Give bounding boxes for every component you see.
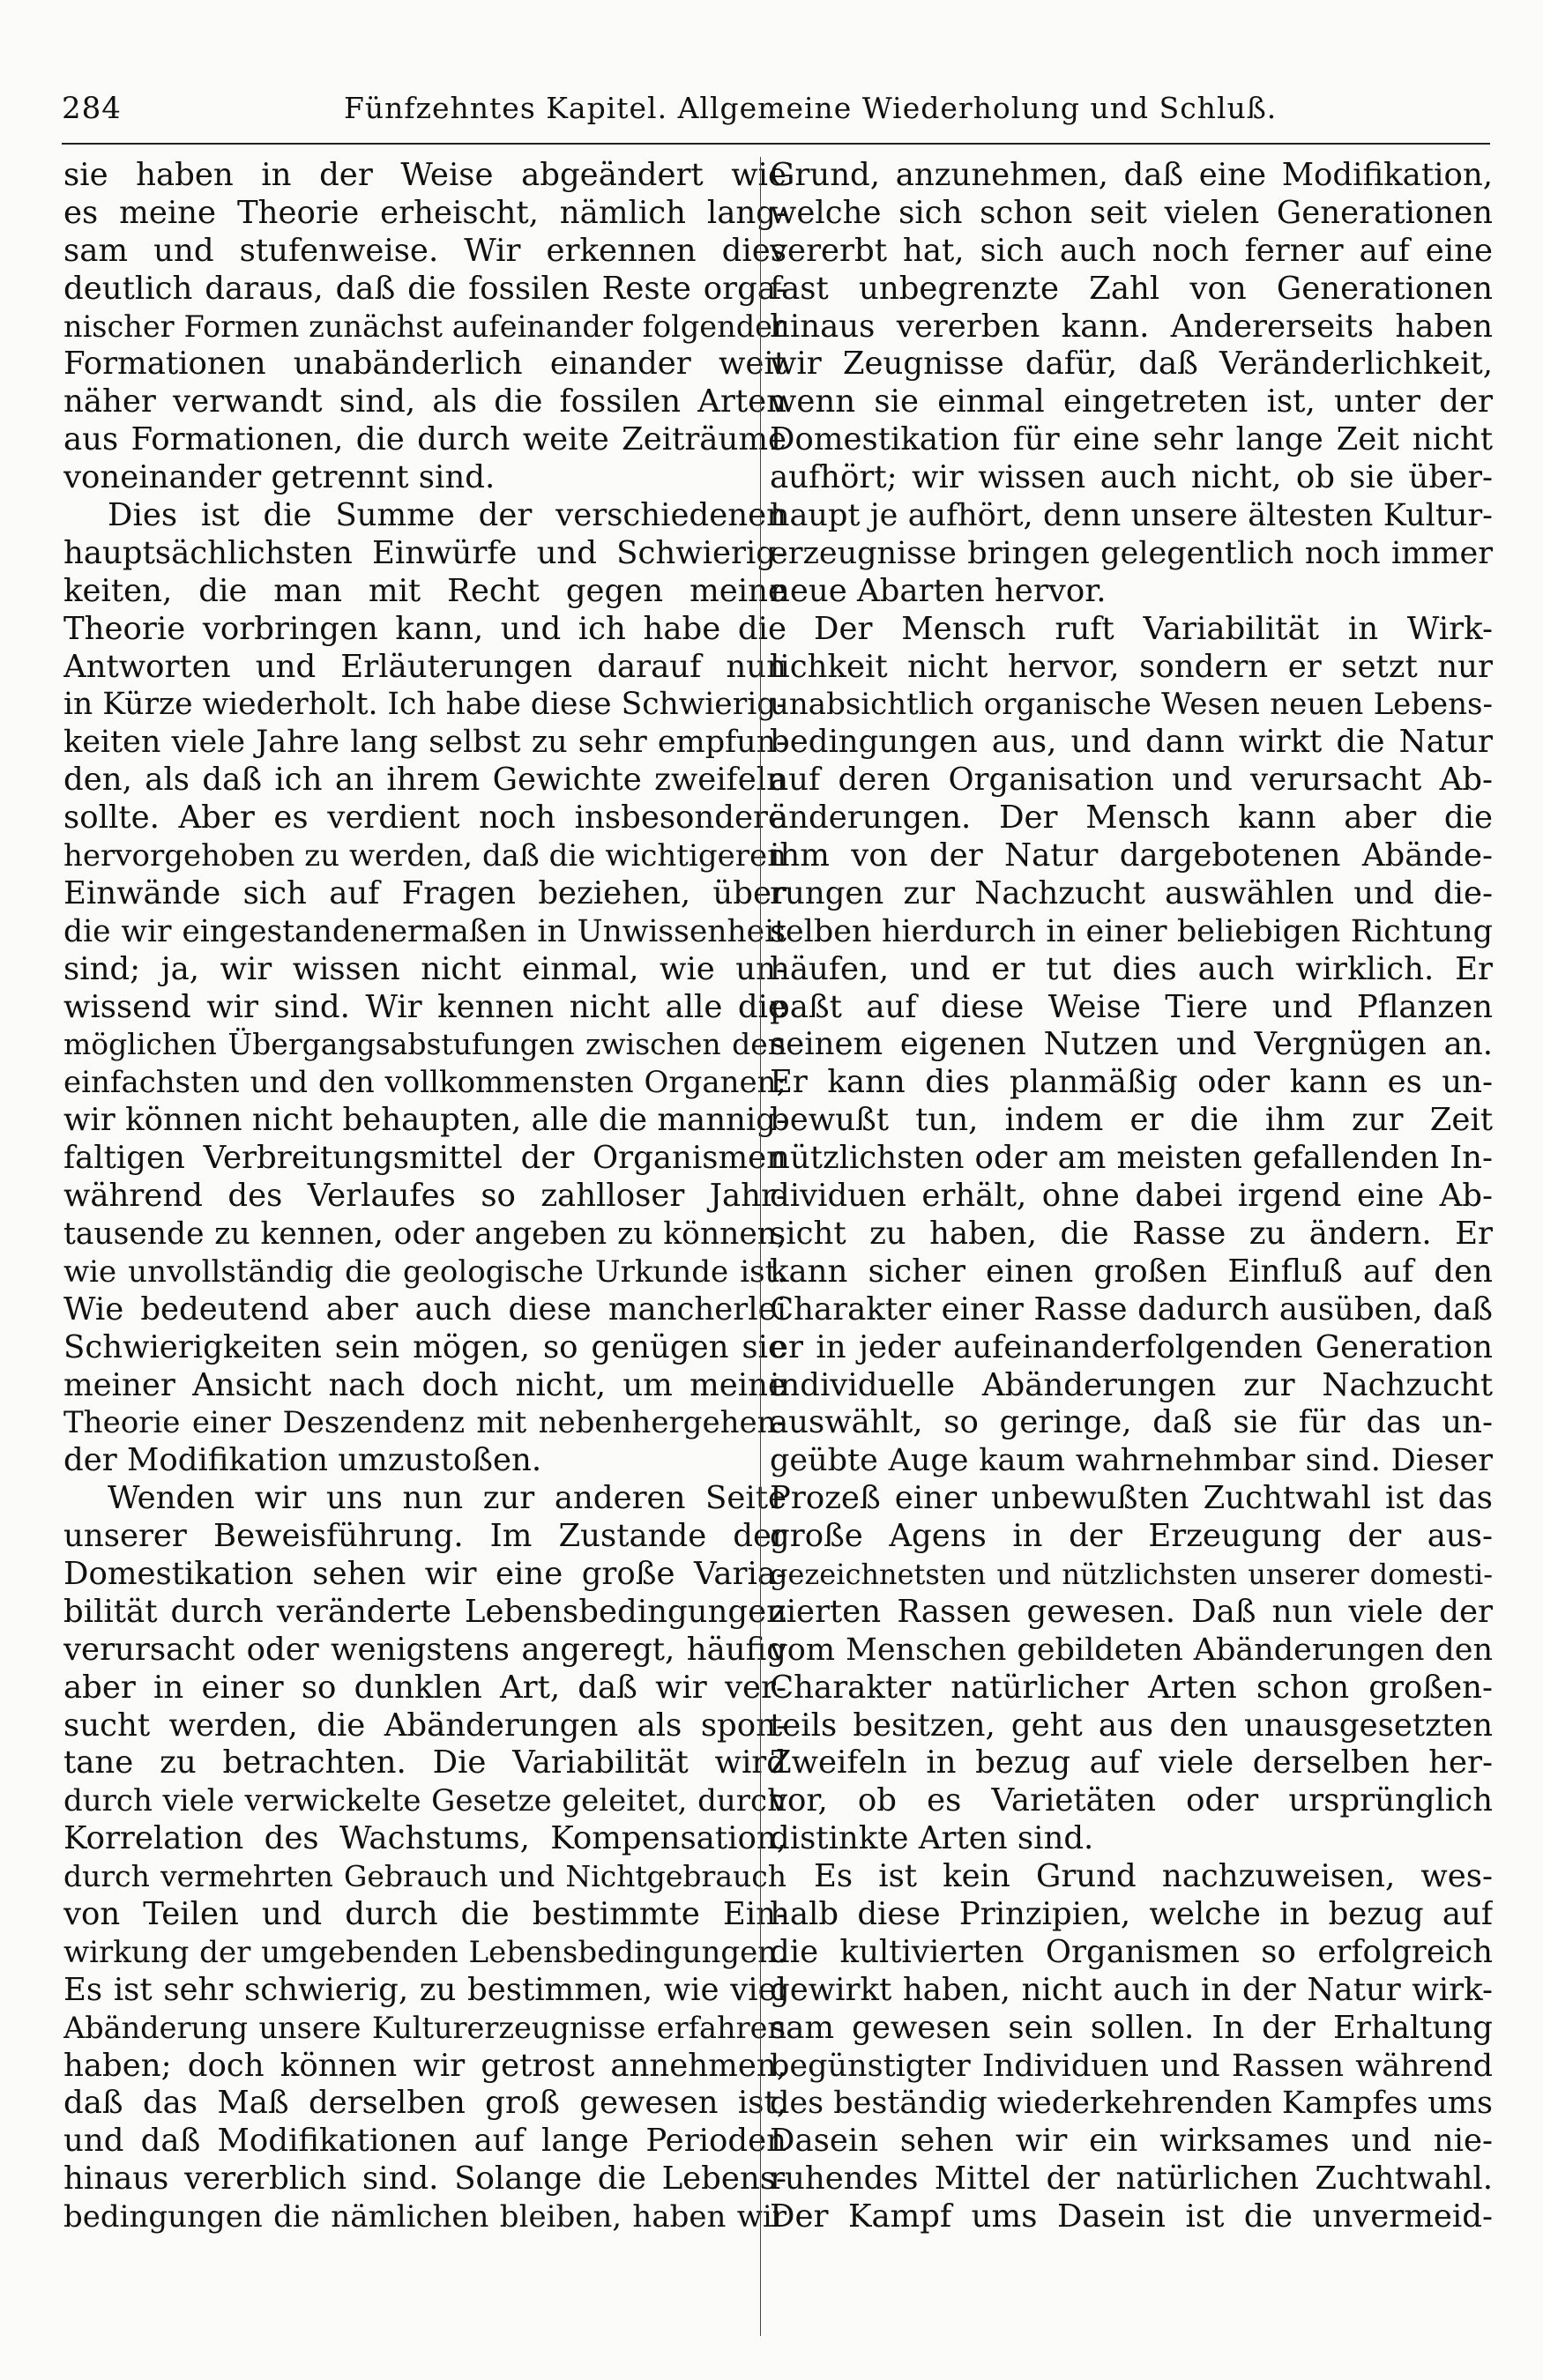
text-line: Charakter einer Rasse dadurch ausüben, daß <box>770 1290 1493 1328</box>
text-line: haupt je aufhört, denn unsere ältesten Kultur- <box>770 498 1493 534</box>
header-rule <box>62 143 1490 145</box>
text-line: möglichen Übergangsabstufungen zwischen den <box>63 1027 786 1062</box>
text-line: kann sicher einen großen Einfluß auf den <box>770 1253 1493 1290</box>
text-line: nützlichsten oder am meisten gefallenden In- <box>770 1140 1493 1177</box>
text-line: distinkte Arten sind. <box>770 1820 1094 1857</box>
text-line: einfachsten und den vollkommensten Organen; <box>63 1065 786 1101</box>
text-line: Antworten und Erläuterungen darauf nun <box>63 648 786 685</box>
text-line: in Kürze wiederholt. Ich habe diese Schwierig- <box>63 687 786 723</box>
text-line: aus Formationen, die durch weite Zeiträume <box>63 421 786 458</box>
text-line: welche sich schon seit vielen Generationen <box>770 194 1493 231</box>
text-line: sicht zu haben, die Rasse zu ändern. Er <box>770 1215 1493 1252</box>
text-line: vom Menschen gebildeten Abänderungen den <box>770 1632 1493 1668</box>
text-line: Der Kampf ums Dasein ist die unvermeid- <box>770 2198 1493 2235</box>
text-line: individuelle Abänderungen zur Nachzucht <box>770 1366 1493 1403</box>
text-line: deutlich daraus, daß die fossilen Reste orga- <box>63 270 786 307</box>
text-line: begünstigter Individuen und Rassen während <box>770 2048 1493 2084</box>
text-line: er in jeder aufeinanderfolgenden Generation <box>770 1328 1493 1365</box>
text-line: sie haben in der Weise abgeändert wie <box>63 157 786 193</box>
text-line: unserer Beweisführung. Im Zustande der <box>63 1518 786 1555</box>
text-line: während des Verlaufes so zahlloser Jahr- <box>63 1178 786 1215</box>
text-line: und daß Modifikationen auf lange Perioden <box>63 2123 786 2160</box>
text-line: wir können nicht behaupten, alle die mannig- <box>63 1102 786 1139</box>
text-line: die wir eingestandenermaßen in Unwissenheit <box>63 913 786 949</box>
text-line: voneinander getrennt sind. <box>63 459 496 496</box>
text-line: nischer Formen zunächst aufeinander folgender <box>63 309 786 344</box>
text-line: Wie bedeutend aber auch diese mancherlei <box>63 1290 786 1328</box>
column-divider <box>760 157 761 2336</box>
text-line: sam gewesen sein sollen. In der Erhaltung <box>770 2009 1493 2046</box>
left-column <box>63 157 786 2236</box>
text-line: Charakter natürlicher Arten schon großen- <box>770 1669 1493 1706</box>
text-line: hinaus vererben kann. Andererseits haben <box>770 308 1493 345</box>
text-line: keiten viele Jahre lang selbst zu sehr empfun- <box>63 725 786 761</box>
text-line: seinem eigenen Nutzen und Vergnügen an. <box>770 1026 1493 1063</box>
text-line: dividuen erhält, ohne dabei irgend eine Ab- <box>770 1178 1493 1215</box>
text-line: es meine Theorie erheischt, nämlich lang- <box>63 194 786 231</box>
text-line: Es ist kein Grund nachzuweisen, wes- <box>814 1858 1493 1895</box>
text-line: die kultivierten Organismen so erfolgreich <box>770 1933 1493 1970</box>
text-line: bedingungen aus, und dann wirkt die Natur <box>770 724 1493 761</box>
text-line: rungen zur Nachzucht auswählen und die- <box>770 874 1493 911</box>
text-line: aufhört; wir wissen auch nicht, ob sie über- <box>770 459 1493 496</box>
text-line: vor, ob es Varietäten oder ursprünglich <box>770 1782 1493 1819</box>
text-line: hinaus vererblich sind. Solange die Lebens- <box>63 2161 786 2198</box>
text-line: Es ist sehr schwierig, zu bestimmen, wie viel <box>63 1971 786 2008</box>
text-line: der Modifikation umzustoßen. <box>63 1442 542 1479</box>
text-line: bewußt tun, indem er die ihm zur Zeit <box>770 1102 1493 1139</box>
text-line: unabsichtlich organische Wesen neuen Lebens- <box>770 687 1493 723</box>
text-line: haben; doch können wir getrost annehmen, <box>63 2047 786 2084</box>
running-head: Fünfzehntes Kapitel. Allgemeine Wiederholung und Schluß. <box>344 91 1278 125</box>
page-header <box>62 86 1490 139</box>
text-line: aber in einer so dunklen Art, daß wir ver- <box>63 1669 786 1706</box>
text-line: Er kann dies planmäßig oder kann es un- <box>770 1064 1493 1101</box>
text-line: ruhendes Mittel der natürlichen Zuchtwahl. <box>770 2161 1493 2198</box>
text-line: erzeugnisse bringen gelegentlich noch immer <box>770 535 1493 571</box>
text-line: Prozeß einer unbewußten Zuchtwahl ist das <box>770 1480 1493 1517</box>
text-line: des beständig wiederkehrenden Kampfes ums <box>770 2086 1493 2122</box>
text-line: sollte. Aber es verdient noch insbesondere <box>63 800 786 837</box>
text-line: durch vermehrten Gebrauch und Nichtgebrauch <box>63 1859 786 1894</box>
text-line: wenn sie einmal eingetreten ist, unter der <box>770 383 1493 420</box>
text-line: Einwände sich auf Fragen beziehen, über <box>63 874 786 911</box>
text-line: lichkeit nicht hervor, sondern er setzt nur <box>770 648 1493 685</box>
text-line: hauptsächlichsten Einwürfe und Schwierig- <box>63 534 786 571</box>
text-line: von Teilen und durch die bestimmte Ein- <box>63 1895 786 1932</box>
text-line: geübte Auge kaum wahrnehmbar sind. Dieser <box>770 1443 1493 1479</box>
text-line: tane zu betrachten. Die Variabilität wird <box>63 1744 786 1781</box>
text-line: Domestikation sehen wir eine große Varia- <box>63 1555 786 1592</box>
text-line: ihm von der Natur dargebotenen Abände- <box>770 837 1493 874</box>
text-line: wir Zeugnisse dafür, daß Veränderlichkeit, <box>770 346 1493 383</box>
text-line: verursacht oder wenigstens angeregt, häufig <box>63 1631 786 1668</box>
text-line: Wenden wir uns nun zur anderen Seite <box>108 1480 786 1517</box>
text-line: tausende zu kennen, oder angeben zu können, <box>63 1216 786 1252</box>
text-line: gezeichnetsten und nützlichsten unserer domesti- <box>770 1557 1493 1591</box>
text-line: keiten, die man mit Recht gegen meine <box>63 572 786 609</box>
text-line: zierten Rassen gewesen. Daß nun viele der <box>770 1593 1493 1630</box>
text-line: auf deren Organisation und verursacht Ab- <box>770 762 1493 799</box>
text-line: Der Mensch ruft Variabilität in Wirk- <box>814 610 1493 647</box>
text-line: Domestikation für eine sehr lange Zeit nicht <box>770 421 1493 458</box>
text-line: gewirkt haben, nicht auch in der Natur wirk- <box>770 1971 1493 2008</box>
text-line: faltigen Verbreitungsmittel der Organismen <box>63 1140 786 1177</box>
text-line: Abänderung unsere Kulturerzeugnisse erfahren <box>63 2010 786 2045</box>
text-line: bilität durch veränderte Lebensbedingungen <box>63 1593 786 1630</box>
right-column <box>770 157 1493 2236</box>
text-line: häufen, und er tut dies auch wirklich. Er <box>770 950 1493 987</box>
text-line: änderungen. Der Mensch kann aber die <box>770 800 1493 837</box>
text-line: sind; ja, wir wissen nicht einmal, wie un- <box>63 950 786 987</box>
text-line: daß das Maß derselben groß gewesen ist, <box>63 2085 786 2122</box>
text-line: wie unvollständig die geologische Urkunde ist. <box>63 1253 786 1290</box>
text-line: große Agens in der Erzeugung der aus- <box>770 1518 1493 1555</box>
text-line: Theorie einer Deszendenz mit nebenhergehen- <box>63 1405 786 1441</box>
text-line: Schwierigkeiten sein mögen, so genügen sie <box>63 1328 786 1365</box>
text-line: sam und stufenweise. Wir erkennen dies <box>63 232 786 269</box>
text-line: teils besitzen, geht aus den unausgesetzten <box>770 1707 1493 1744</box>
text-line: neue Abarten hervor. <box>770 572 1107 609</box>
text-line: bedingungen die nämlichen bleiben, haben wir <box>63 2199 786 2235</box>
text-line: paßt auf diese Weise Tiere und Pflanzen <box>770 988 1493 1025</box>
text-line: Formationen unabänderlich einander weit <box>63 346 786 383</box>
text-line: hervorgehoben zu werden, daß die wichtigeren <box>63 838 786 874</box>
text-line: meiner Ansicht nach doch nicht, um meine <box>63 1366 786 1403</box>
text-line: Dies ist die Summe der verschiedenen <box>108 497 786 534</box>
text-line: wissend wir sind. Wir kennen nicht alle die <box>63 988 786 1025</box>
text-line: auswählt, so geringe, daß sie für das un- <box>770 1404 1493 1441</box>
text-line: selben hierdurch in einer beliebigen Richtung <box>770 913 1493 949</box>
text-line: wirkung der umgebenden Lebensbedingungen. <box>63 1934 786 1970</box>
text-line: fast unbegrenzte Zahl von Generationen <box>770 270 1493 307</box>
text-line: Dasein sehen wir ein wirksames und nie- <box>770 2123 1493 2160</box>
text-line: den, als daß ich an ihrem Gewichte zweifeln <box>63 762 786 799</box>
text-line: Theorie vorbringen kann, und ich habe die <box>63 610 786 647</box>
text-line: Zweifeln in bezug auf viele derselben her- <box>770 1744 1493 1781</box>
page-number: 284 <box>62 91 122 126</box>
text-line: Grund, anzunehmen, daß eine Modifikation, <box>770 157 1493 193</box>
text-line: Korrelation des Wachstums, Kompensation, <box>63 1820 786 1857</box>
text-line: sucht werden, die Abänderungen als spon- <box>63 1707 786 1744</box>
text-line: durch viele verwickelte Gesetze geleitet, durch <box>63 1783 786 1819</box>
text-line: halb diese Prinzipien, welche in bezug auf <box>770 1895 1493 1932</box>
text-line: vererbt hat, sich auch noch ferner auf eine <box>770 232 1493 269</box>
text-line: näher verwandt sind, als die fossilen Arten <box>63 383 786 420</box>
